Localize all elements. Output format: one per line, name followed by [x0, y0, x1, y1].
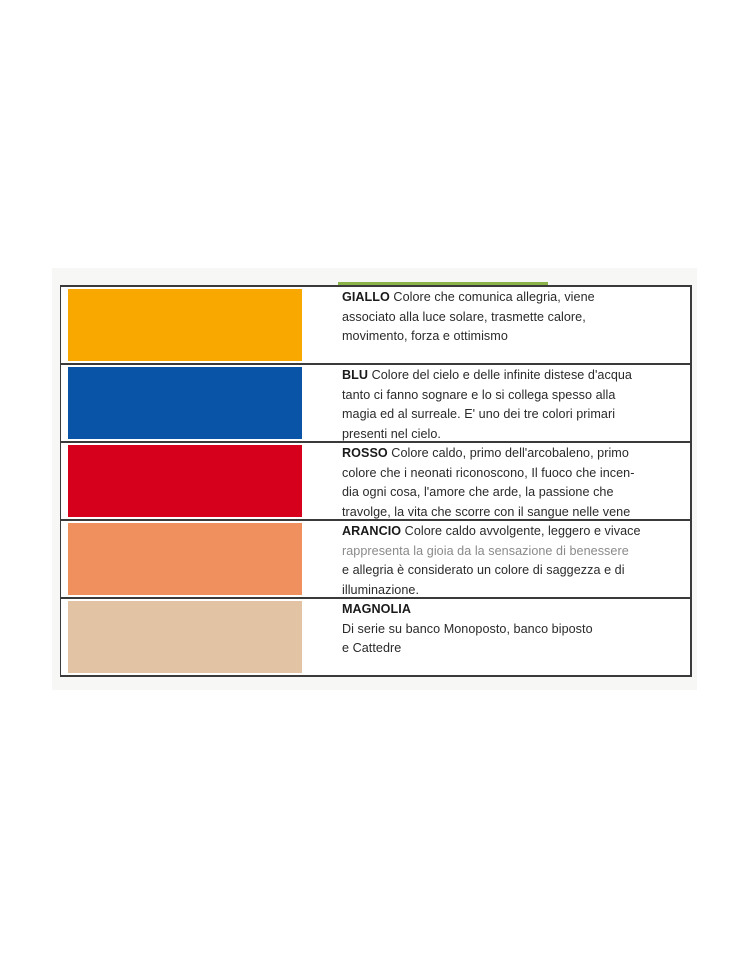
color-swatch-arancio — [68, 523, 302, 595]
swatch-cell — [61, 287, 336, 363]
description-line: Di serie su banco Monoposto, banco biposto — [342, 621, 593, 636]
description-line: colore che i neonati riconoscono, Il fuoco che incen- — [342, 465, 635, 480]
table-row-arancio — [60, 519, 692, 597]
color-name: ARANCIO — [342, 524, 402, 538]
table-row-magnolia — [60, 597, 692, 677]
description-line: e allegria è considerato un colore di saggezza e di — [342, 563, 625, 577]
description-line: dia ogni cosa, l'amore che arde, la passione che — [342, 485, 614, 499]
color-swatch-blu — [68, 367, 302, 439]
table-row-blu — [60, 363, 692, 441]
swatch-cell — [61, 599, 336, 675]
color-name: MAGNOLIA — [342, 602, 411, 616]
color-table — [60, 285, 692, 677]
table-row-giallo — [60, 285, 692, 363]
swatch-cell — [61, 365, 336, 441]
color-description-blu — [336, 365, 690, 441]
swatch-cell — [61, 521, 336, 597]
description-line: Colore caldo avvolgente, leggero e vivace — [401, 524, 641, 538]
swatch-cell — [61, 443, 336, 519]
color-description-rosso — [336, 443, 690, 519]
description-line: Colore che comunica allegria, viene — [389, 290, 595, 304]
description-line: illuminazione. — [342, 582, 420, 597]
description-line: magia ed al surreale. E' uno dei tre colori primari — [342, 407, 616, 421]
table-row-rosso — [60, 441, 692, 519]
description-line: travolge, la vita che scorre con il sangue nelle vene — [342, 504, 631, 519]
description-line: e Cattedre — [342, 641, 402, 655]
description-line: Colore del cielo e delle infinite distese d'acqua — [368, 368, 632, 382]
color-swatch-giallo — [68, 289, 302, 361]
color-description-giallo — [336, 287, 690, 363]
color-description-arancio — [336, 521, 690, 597]
description-line: rappresenta la gioia da la sensazione di benessere — [342, 543, 629, 558]
description-line: Colore caldo, primo dell'arcobaleno, primo — [387, 446, 629, 460]
description-line: movimento, forza e ottimismo — [342, 329, 508, 343]
description-line: tanto ci fanno sognare e lo si collega spesso alla — [342, 387, 616, 402]
color-name: ROSSO — [342, 446, 388, 460]
color-name: BLU — [342, 368, 369, 382]
color-description-magnolia — [336, 599, 690, 675]
description-line: associato alla luce solare, trasmette calore, — [342, 309, 586, 324]
color-swatch-magnolia — [68, 601, 302, 673]
color-name: GIALLO — [342, 290, 390, 304]
description-line: presenti nel cielo. — [342, 426, 441, 441]
color-swatch-rosso — [68, 445, 302, 517]
